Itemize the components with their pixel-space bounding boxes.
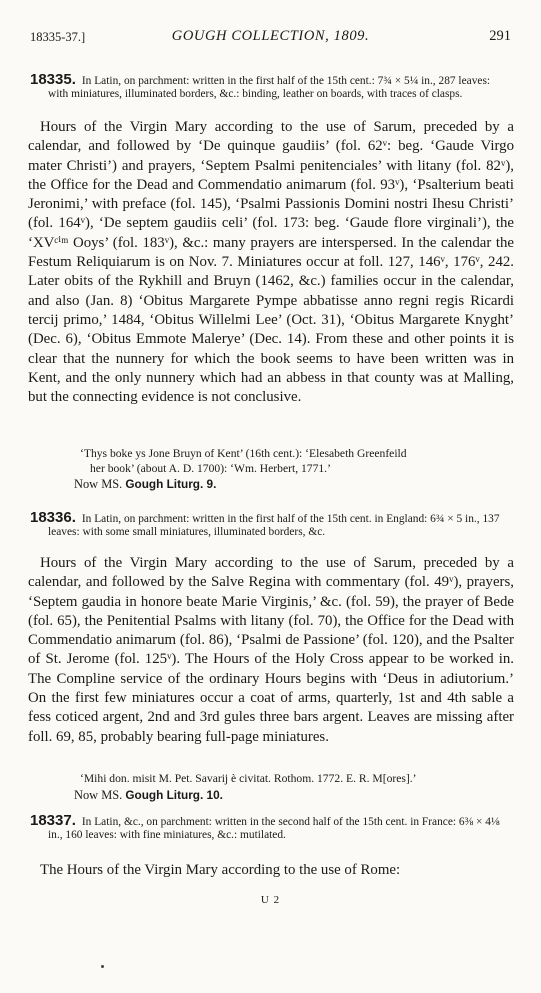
page-number: 291 [489, 28, 511, 44]
entry-18335-description [30, 71, 511, 101]
provenance-line: her book’ (about A. D. 1700): ‘Wm. Herbert, 1771.’ [90, 461, 331, 475]
entry-18337-body: The Hours of the Virgin Mary according to the use of Rome: [40, 862, 401, 878]
signature-mark: U 2 [260, 894, 281, 906]
entry-physical-description: In Latin, &c., on parchment: written in the second half of the 15th cent. in France: 6⅜ × 4⅛ in., 160 leaves: with fine miniatures, &c.: mutilated. [48, 816, 500, 841]
shelfmark: Now MS. Gough Liturg. 10. [74, 787, 223, 802]
entry-18335-body: Hours of the Virgin Mary according to the use of Sarum, preceded by a calendar, and followed by ‘De quinque gaudiis’ (fol. 62ᵛ: beg. ‘Gaude Virgo mater Christi’) and prayers, ‘Septem Psalmi penitenciales’ with litany (fol. 82ᵛ), the Office for the Dead and Commendatio animarum (fol. 93ᵛ), ‘Psalterium beati Jeronimi,’ with preface (fol. 145), ‘Psalmi Passionis Domini nostri Ihesu Christi’ (fol. 164ᵛ), ‘De septem gaudiis celi’ (fol. 173: beg. ‘Gaude flore virginali’), the ‘XVᶜⁱᵐ Ooys’ (fol. 183ᵛ), &c.: many prayers are interspersed. In the calendar the Festum Reliquiarum is on Nov. 7. Miniatures occur at foll. 127, 146ᵛ, 176ᵛ, 242. Later obits of the Rykhill and Bruyn (1462, &c.) families occur in the calendar, and also (Jan. 8) ‘Obitus Margarete Pympe abbatisse anno regni regis Ricardi tercij primo,’ 1484, ‘Obitus Willelmi Lee’ (Oct. 31), ‘Obitus Margarete Knyght’ (Dec. 6), ‘Obitus Emmote Malerye’ (Dec. 14). From these and other points it is clear that the nunnery for which the book seems to have been written was in Kent, and the only nunnery which had an abbess in that county was at Malling, but the connecting evidence is not conclusive. [28, 119, 514, 406]
provenance-line: ‘Mihi don. misit M. Pet. Savarij è civitat. Rothom. 1772. E. R. M[ores].’ [80, 772, 417, 785]
entry-18335-provenance [74, 447, 511, 492]
running-head [20, 28, 521, 48]
entry-18336-provenance [74, 772, 511, 802]
shelfmark: Now MS. Gough Liturg. 9. [74, 477, 217, 491]
collection-title: GOUGH COLLECTION, 1809. [171, 28, 370, 44]
entry-18337-description [30, 812, 511, 842]
provenance-line: ‘Thys boke ys Jone Bruyn of Kent’ (16th cent.): ‘Elesabeth Greenfeild [80, 447, 407, 460]
entry-physical-description: In Latin, on parchment: written in the first half of the 15th cent.: 7¾ × 5¼ in., 287 leaves: with miniatures, illuminated borders, &c.: binding, leather on boards, with traces of clasps. [48, 75, 491, 100]
entry-range: 18335-37.] [30, 30, 86, 44]
entry-18336-description [30, 509, 511, 539]
entry-number: 18336. [30, 509, 76, 526]
entry-number: 18335. [30, 71, 76, 88]
entry-physical-description: In Latin, on parchment: written in the first half of the 15th cent. in England: 6¾ × 5 in., 137 leaves: with some small miniatures, illuminated borders, &c. [48, 513, 500, 538]
entry-number: 18337. [30, 812, 76, 829]
page-speck [101, 965, 104, 968]
entry-18336-body: Hours of the Virgin Mary according to the use of Sarum, preceded by a calendar, and followed by the Salve Regina with commentary (fol. 49ᵛ), prayers, ‘Septem gaudia in honore beate Marie Virginis,’ &c. (fol. 59), the prayer of Bede (fol. 65), the Penitential Psalms with litany (fol. 70), the Office for the Dead with Commendatio animarum (fol. 86), ‘Psalmi de Passione’ (fol. 120), and the Psalter of St. Jerome (fol. 125ᵛ). The Hours of the Holy Cross appear to be worked in. The Compline service of the ordinary Hours begins with ‘Deus in adiutorium.’ On the first few miniatures occur a coat of arms, quarterly, 1st and 4th sable a fess coticed argent, 2nd and 3rd gules three bars argent. Leaves are missing after foll. 69, 85, probably bearing full-page miniatures. [28, 555, 514, 745]
